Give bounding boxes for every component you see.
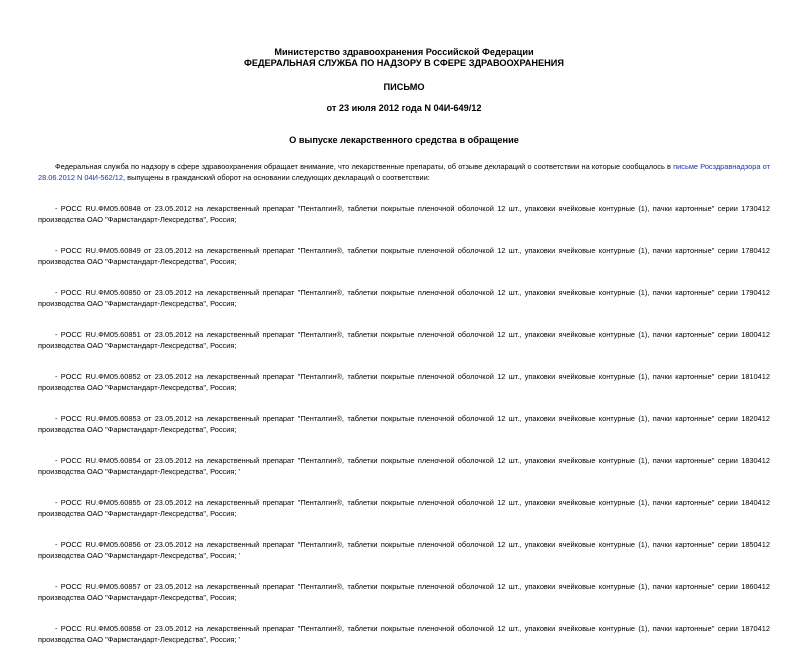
service-name: ФЕДЕРАЛЬНАЯ СЛУЖБА ПО НАДЗОРУ В СФЕРЕ ЗДРАВООХРАНЕНИЯ <box>243 58 564 68</box>
declaration-item: - РОСС RU.ФМ05.60851 от 23.05.2012 на лекарственный препарат "Пенталгин®, таблетки покрытые пленочной оболочкой 12 шт., упаковки ячейковые контурные (1), пачки картонные" серии 1800412 производства ОАО "Фармстандарт-Лексредства", Россия; <box>38 330 770 350</box>
intro-text-after: , выпущены в гражданский оборот на основании следующих деклараций о соответствии: <box>123 173 430 182</box>
intro-paragraph <box>38 161 770 183</box>
document-page <box>38 0 770 652</box>
declaration-item: - РОСС RU.ФМ05.60858 от 23.05.2012 на лекарственный препарат "Пенталгин®, таблетки покрытые пленочной оболочкой 12 шт., упаковки ячейковые контурные (1), пачки картонные" серии 1870412 производства ОАО "Фармстандарт-Лексредства", Россия; ' <box>38 624 770 644</box>
intro-text-before: Федеральная служба по надзору в сфере здравоохранения обращает внимание, что лекарственные препараты, об отзыве деклараций о соответствии на которые сообщалось в <box>55 162 674 171</box>
declaration-item: - РОСС RU.ФМ05.60856 от 23.05.2012 на лекарственный препарат "Пенталгин®, таблетки покрытые пленочной оболочкой 12 шт., упаковки ячейковые контурные (1), пачки картонные" серии 1850412 производства ОАО "Фармстандарт-Лексредства", Россия; ' <box>38 540 770 560</box>
referenced-letter-link[interactable]: письме Росздравнадзора от 28.06.2012 N 04И-562/12 <box>38 162 770 182</box>
declaration-item: - РОСС RU.ФМ05.60857 от 23.05.2012 на лекарственный препарат "Пенталгин®, таблетки покрытые пленочной оболочкой 12 шт., упаковки ячейковые контурные (1), пачки картонные" серии 1860412 производства ОАО "Фармстандарт-Лексредства", Россия; <box>38 582 770 602</box>
letter-subject: О выпуске лекарственного средства в обращение <box>289 135 519 145</box>
declaration-item: - РОСС RU.ФМ05.60854 от 23.05.2012 на лекарственный препарат "Пенталгин®, таблетки покрытые пленочной оболочкой 12 шт., упаковки ячейковые контурные (1), пачки картонные" серии 1830412 производства ОАО "Фармстандарт-Лексредства", Россия; ' <box>38 456 770 476</box>
declaration-item: - РОСС RU.ФМ05.60849 от 23.05.2012 на лекарственный препарат "Пенталгин®, таблетки покрытые пленочной оболочкой 12 шт., упаковки ячейковые контурные (1), пачки картонные" серии 1780412 производства ОАО "Фармстандарт-Лексредства", Россия; <box>38 246 770 266</box>
declaration-item: - РОСС RU.ФМ05.60853 от 23.05.2012 на лекарственный препарат "Пенталгин®, таблетки покрытые пленочной оболочкой 12 шт., упаковки ячейковые контурные (1), пачки картонные" серии 1820412 производства ОАО "Фармстандарт-Лексредства", Россия; <box>38 414 770 434</box>
letter-date-number: от 23 июля 2012 года N 04И-649/12 <box>326 103 482 113</box>
declaration-item: - РОСС RU.ФМ05.60852 от 23.05.2012 на лекарственный препарат "Пенталгин®, таблетки покрытые пленочной оболочкой 12 шт., упаковки ячейковые контурные (1), пачки картонные" серии 1810412 производства ОАО "Фармстандарт-Лексредства", Россия; <box>38 372 770 392</box>
declaration-item: - РОСС RU.ФМ05.60848 от 23.05.2012 на лекарственный препарат "Пенталгин®, таблетки покрытые пленочной оболочкой 12 шт., упаковки ячейковые контурные (1), пачки картонные" серии 1730412 производства ОАО "Фармстандарт-Лексредства", Россия; <box>38 204 770 224</box>
ministry-name: Министерство здравоохранения Российской Федерации <box>274 47 534 57</box>
letter-type: ПИСЬМО <box>383 82 425 92</box>
declaration-item: - РОСС RU.ФМ05.60850 от 23.05.2012 на лекарственный препарат "Пенталгин®, таблетки покрытые пленочной оболочкой 12 шт., упаковки ячейковые контурные (1), пачки картонные" серии 1790412 производства ОАО "Фармстандарт-Лексредства", Россия; <box>38 288 770 308</box>
declaration-item: - РОСС RU.ФМ05.60855 от 23.05.2012 на лекарственный препарат "Пенталгин®, таблетки покрытые пленочной оболочкой 12 шт., упаковки ячейковые контурные (1), пачки картонные" серии 1840412 производства ОАО "Фармстандарт-Лексредства", Россия; <box>38 498 770 518</box>
